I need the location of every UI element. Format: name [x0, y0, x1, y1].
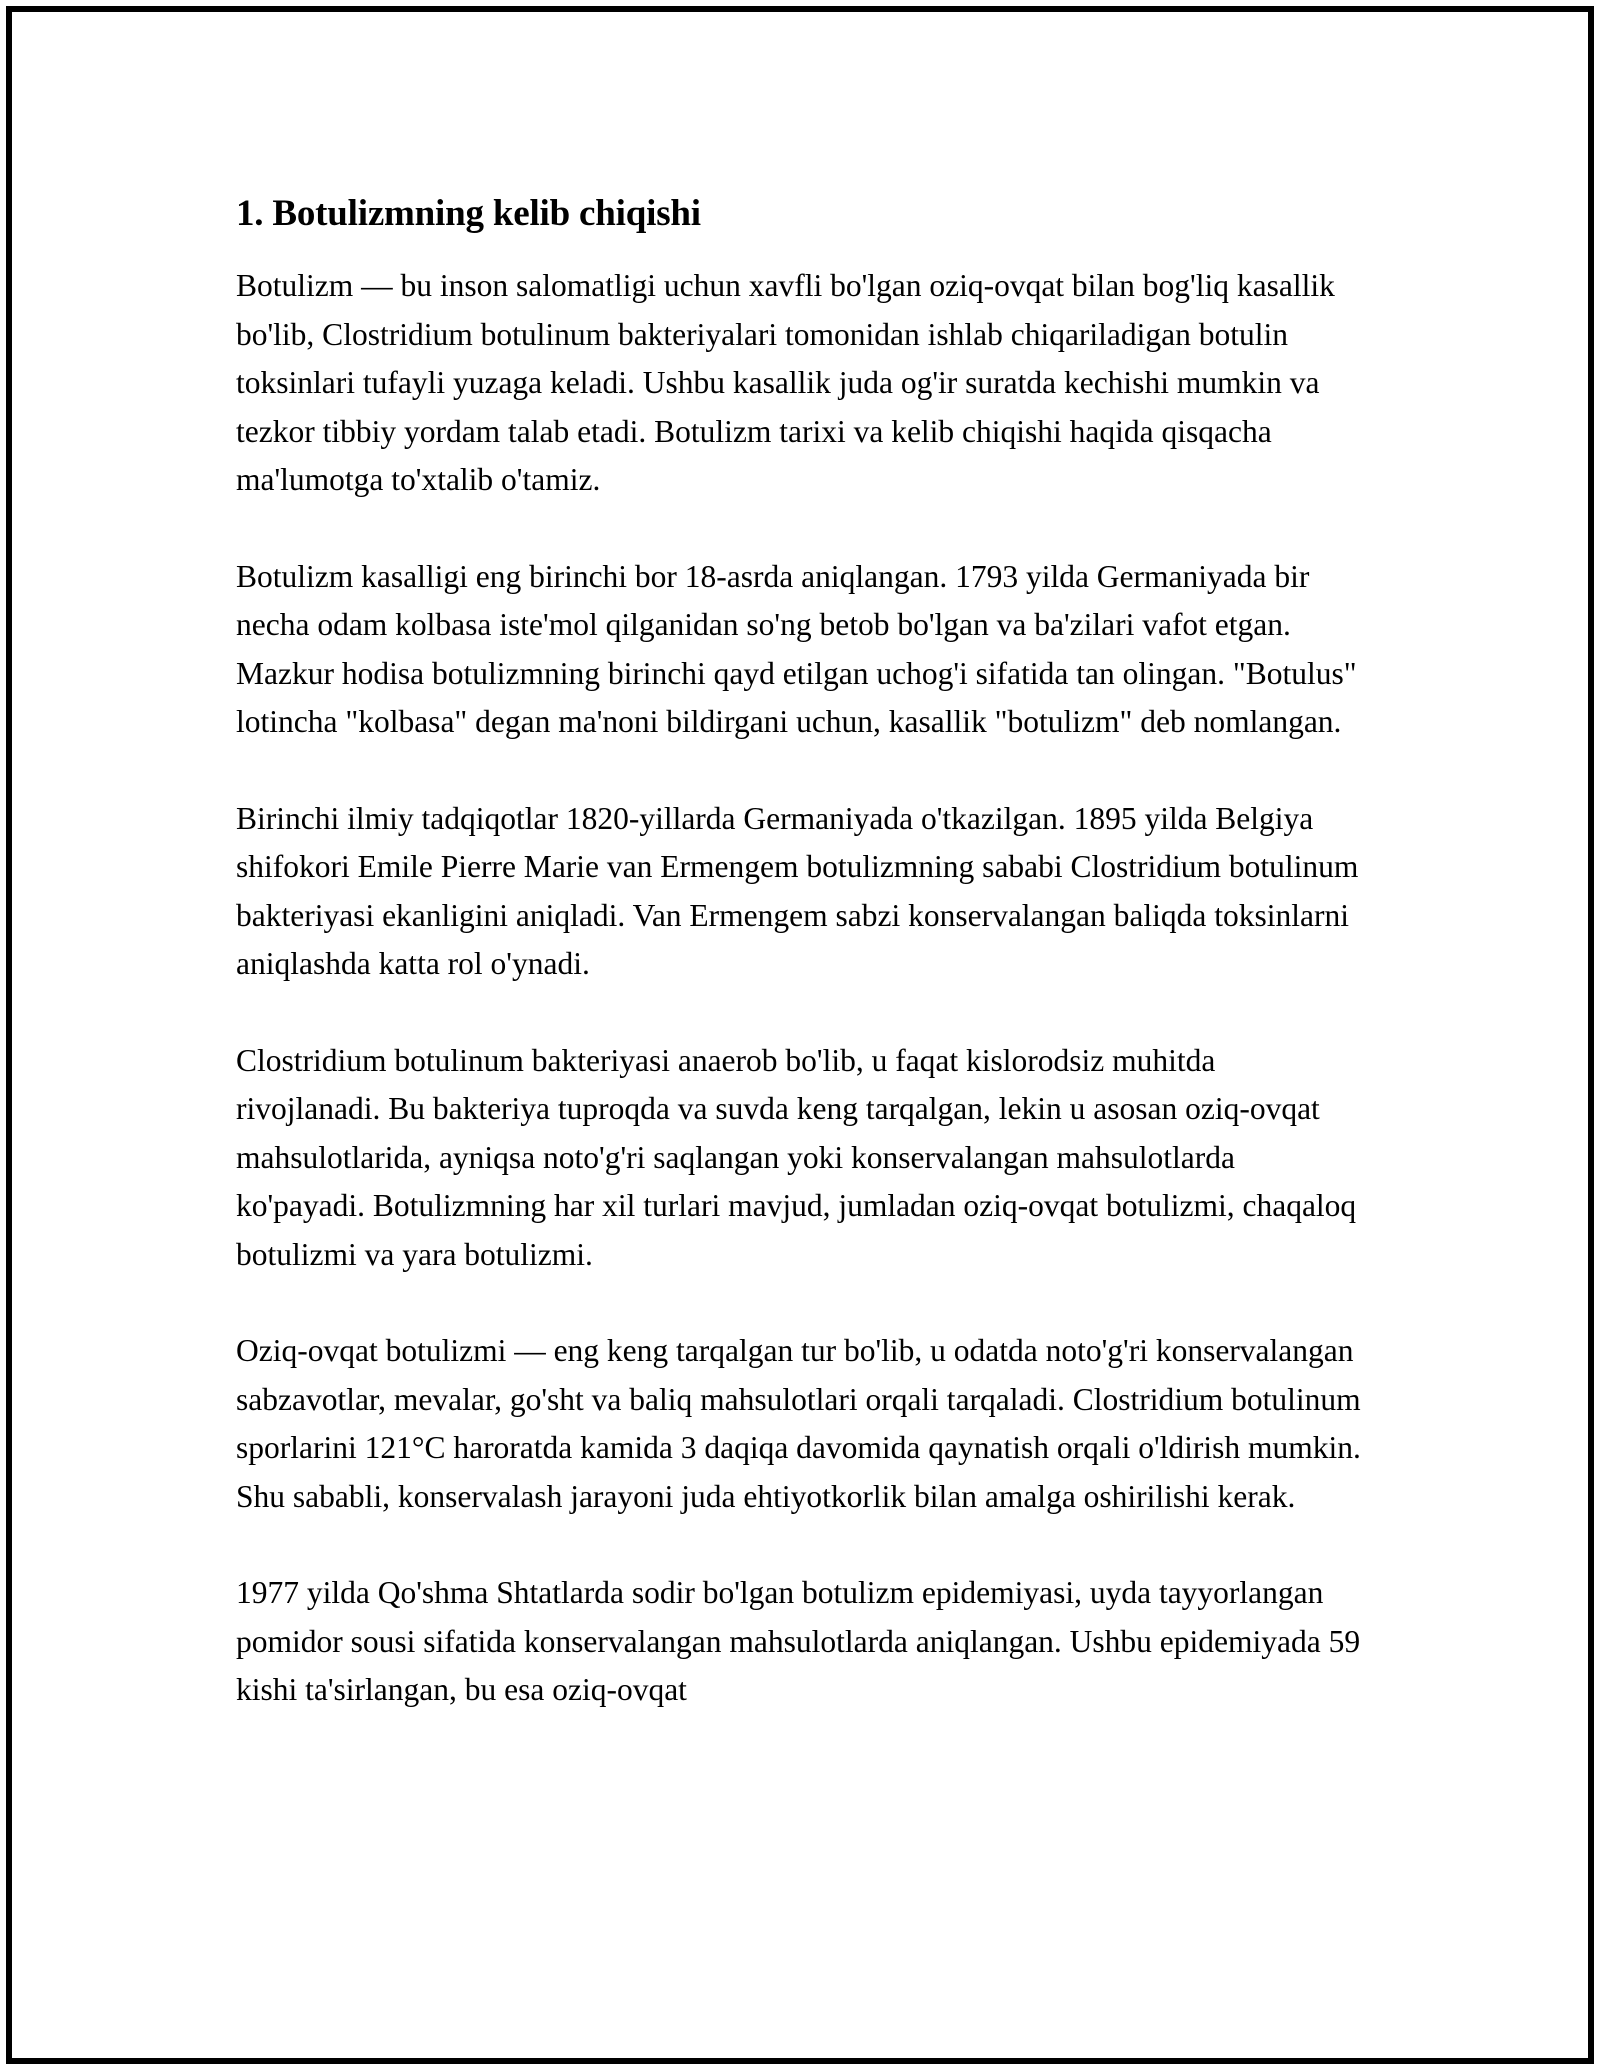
paragraph-first-discovery: Botulizm kasalligi eng birinchi bor 18-asrda aniqlangan. 1793 yilda Germaniyada bir necha odam kolbasa iste'mol qilganidan so'ng betob bo'lgan va ba'zilari vafot etgan. Mazkur hodisa botulizmning birinchi qayd etilgan uchog'i sifatida tan olingan. "Botulus" lotincha "kolbasa" degan ma'noni bildirgani uchun, kasallik "botulizm" deb nomlangan. [236, 558, 1357, 739]
paragraph-origin-intro: Botulizm — bu inson salomatligi uchun xavfli bo'lgan oziq-ovqat bilan bog'liq kasallik bo'lib, Clostridium botulinum bakteriyalari tomonidan ishlab chiqariladigan botulin toksinlari tufayli yuzaga keladi. Ushbu kasallik juda og'ir suratda kechishi mumkin va tezkor tibbiy yordam talab etadi. Botulizm tarixi va kelib chiqishi haqida qisqacha ma'lumotga to'xtalib o'tamiz. [236, 268, 1335, 497]
paragraph-bacteria-description: Clostridium botulinum bakteriyasi anaerob bo'lib, u faqat kislorodsiz muhitda rivojlanadi. Bu bakteriya tuproqda va suvda keng tarqalgan, lekin u asosan oziq-ovqat mahsulotlarida, ayniqsa noto'g'ri saqlangan yoki konservalangan mahsulotlarda ko'payadi. Botulizmning har xil turlari mavjud, jumladan oziq-ovqat botulizmi, chaqaloq botulizmi va yara botulizmi. [236, 1042, 1357, 1272]
paragraph-food-botulism: Oziq-ovqat botulizmi — eng keng tarqalgan tur bo'lib, u odatda noto'g'ri konservalangan sabzavotlar, mevalar, go'sht va baliq mahsulotlari orqali tarqaladi. Clostridium botulinum sporlarini 121°C haroratda kamida 3 daqiqa davomida qaynatish orqali o'ldirish mumkin. Shu sababli, konservalash jarayoni juda ehtiyotkorlik bilan amalga oshirilishi kerak. [236, 1333, 1361, 1514]
paragraph-scientific-research: Birinchi ilmiy tadqiqotlar 1820-yillarda Germaniyada o'tkazilgan. 1895 yilda Belgiya shifokori Emile Pierre Marie van Ermengem botulizmning sababi Clostridium botulinum bakteriyasi ekanligini aniqladi. Van Ermengem sabzi konservalangan baliqda toksinlarni aniqlashda katta rol o'ynadi. [236, 800, 1359, 981]
paragraph-1977-epidemic: 1977 yilda Qo'shma Shtatlarda sodir bo'lgan botulizm epidemiyasi, uyda tayyorlangan pomidor sousi sifatida konservalangan mahsulotlarda aniqlangan. Ushbu epidemiyada 59 kishi ta'sirlangan, bu esa oziq-ovqat [236, 1575, 1361, 1707]
section-title: 1. Botulizmning kelib chiqishi [236, 193, 701, 234]
document-body [236, 188, 1366, 1715]
